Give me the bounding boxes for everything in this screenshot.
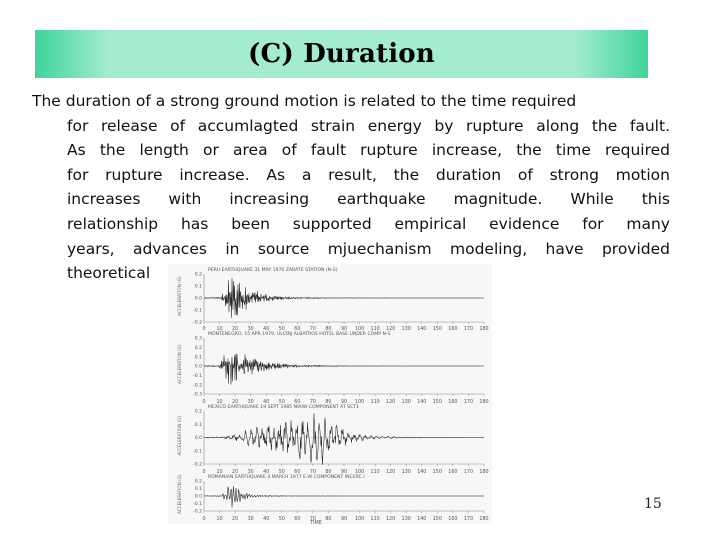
x-tick-label: 20 — [232, 327, 239, 332]
x-tick-label: 100 — [354, 470, 365, 475]
x-tick-label: 150 — [432, 470, 442, 475]
x-tick-label: 130 — [401, 470, 411, 475]
accelerogram-trace — [204, 354, 484, 385]
x-tick-label: 150 — [432, 517, 442, 522]
y-tick-label: -0.2 — [193, 383, 202, 389]
y-tick-label: -0.1 — [193, 502, 202, 508]
y-tick-label: 0.0 — [194, 494, 202, 500]
y-axis-label: ACCELERATION (G) — [177, 415, 182, 456]
x-tick-label: 60 — [294, 327, 301, 332]
y-tick-label: -0.1 — [193, 373, 202, 379]
x-tick-label: 140 — [417, 327, 427, 332]
y-tick-label: 0.1 — [194, 284, 202, 290]
x-tick-label: 170 — [463, 470, 474, 475]
x-tick-label: 10 — [216, 327, 223, 332]
y-tick-label: -0.2 — [193, 462, 202, 468]
panel-header: PERU EARTHQUAKE 31 MAY 1970 ZARATE STATION (N-S) — [208, 268, 338, 273]
y-tick-label: -0.3 — [193, 392, 202, 398]
y-tick-label: 0.2 — [194, 409, 202, 415]
x-tick-label: 140 — [417, 400, 427, 405]
y-tick-label: 0.3 — [194, 336, 202, 342]
x-tick-label: 110 — [370, 470, 380, 475]
body-line: for rupture increase. As a result, the duration of strong motion — [67, 165, 670, 184]
x-tick-label: 160 — [448, 327, 458, 332]
x-tick-label: 120 — [386, 470, 396, 475]
x-tick-label: 30 — [247, 327, 254, 332]
x-tick-label: 110 — [370, 400, 380, 405]
y-axis-label: ACCELERATION (G) — [177, 474, 182, 514]
x-tick-label: 0 — [202, 470, 206, 475]
body-line: The duration of a strong ground motion is related to the time required — [32, 92, 577, 110]
x-tick-label: 160 — [448, 517, 458, 522]
x-tick-label: 80 — [325, 327, 332, 332]
x-tick-label: 70 — [309, 327, 316, 332]
x-tick-label: 40 — [263, 470, 270, 475]
y-axis-label: ACCELERATION (G) — [177, 344, 182, 384]
body-line: years, advances in source mjuechanism modeling, have provided — [67, 239, 670, 258]
x-tick-label: 120 — [386, 400, 396, 405]
x-tick-label: 60 — [294, 517, 301, 522]
x-tick-label: 40 — [263, 517, 270, 522]
x-tick-label: 90 — [340, 327, 348, 332]
x-tick-label: 100 — [354, 517, 365, 522]
x-tick-label: 20 — [232, 400, 239, 405]
x-tick-label: 40 — [263, 400, 270, 405]
x-tick-label: 160 — [448, 400, 458, 405]
x-tick-label: 10 — [216, 400, 223, 405]
x-tick-label: 50 — [278, 470, 285, 475]
x-tick-label: 10 — [216, 517, 223, 522]
y-tick-label: 0.2 — [194, 479, 202, 485]
y-tick-label: 0.2 — [194, 345, 202, 351]
y-tick-label: 0.0 — [194, 436, 202, 442]
x-tick-label: 0 — [202, 327, 206, 332]
x-tick-label: 150 — [432, 400, 442, 405]
accelerogram-trace — [204, 278, 484, 318]
x-tick-label: 30 — [247, 400, 254, 405]
x-tick-label: 50 — [278, 400, 285, 405]
slide-title: (C) Duration — [248, 39, 435, 69]
x-tick-label: 130 — [401, 400, 411, 405]
x-tick-label: 80 — [325, 517, 332, 522]
panel-header: MONTENEGRO, 15 APR 1979, ULCINJ ALBATROS HOTEL BASE UNDER COMP N-S — [208, 332, 391, 337]
x-tick-label: 170 — [463, 517, 474, 522]
x-tick-label: 0 — [202, 400, 206, 405]
x-tick-label: 120 — [386, 327, 396, 332]
x-tick-label: 110 — [370, 327, 380, 332]
y-tick-label: 0.0 — [194, 296, 202, 302]
x-tick-label: 20 — [232, 517, 239, 522]
y-tick-label: -0.2 — [193, 320, 202, 326]
x-tick-label: 90 — [340, 517, 348, 522]
x-tick-label: 70 — [309, 400, 316, 405]
x-tick-label: 70 — [309, 470, 316, 475]
x-tick-label: 20 — [232, 470, 239, 475]
x-tick-label: 80 — [325, 470, 332, 475]
panel-header: MEXICO EARTHQUAKE 19 SEPT 1985 N90W COMPONENT AT SCT1 — [208, 405, 360, 410]
page-number: 15 — [644, 496, 662, 512]
y-tick-label: -0.1 — [193, 308, 202, 314]
x-tick-label: 130 — [401, 517, 411, 522]
x-tick-label: 110 — [370, 517, 380, 522]
x-tick-label: 0 — [202, 517, 206, 522]
x-tick-label: 130 — [401, 327, 411, 332]
y-axis-label: ACCELERATION (G) — [177, 276, 182, 316]
x-tick-label: 40 — [263, 327, 270, 332]
accelerogram-trace — [204, 486, 484, 507]
x-tick-label: 70 — [309, 517, 316, 522]
x-axis-label: TIME — [310, 521, 322, 524]
x-tick-label: 120 — [386, 517, 396, 522]
body-line: theoretical — [67, 264, 151, 283]
x-tick-label: 60 — [294, 400, 301, 405]
x-tick-label: 180 — [479, 517, 489, 522]
x-tick-label: 140 — [417, 517, 427, 522]
x-tick-label: 100 — [354, 400, 365, 405]
x-tick-label: 90 — [340, 400, 348, 405]
x-tick-label: 170 — [463, 400, 474, 405]
x-tick-label: 30 — [247, 470, 254, 475]
title-bar — [35, 30, 648, 78]
x-tick-label: 90 — [340, 470, 348, 475]
x-tick-label: 170 — [463, 327, 474, 332]
y-tick-label: 0.2 — [194, 272, 202, 278]
x-tick-label: 180 — [479, 400, 489, 405]
x-tick-label: 10 — [216, 470, 223, 475]
body-line: for release of accumlagted strain energy by rupture along the fault. — [67, 116, 670, 135]
x-tick-label: 100 — [354, 327, 365, 332]
x-tick-label: 180 — [479, 470, 489, 475]
y-tick-label: 0.1 — [194, 487, 202, 493]
body-line: increases with increasing earthquake magnitude. While this — [67, 190, 670, 209]
body-line: relationship has been supported empirical evidence for many — [67, 214, 670, 233]
accelerogram-figure — [168, 264, 492, 524]
x-tick-label: 30 — [247, 517, 254, 522]
body-line: As the length or area of fault rupture increase, the time required — [67, 141, 670, 160]
accelerogram-trace — [204, 413, 484, 465]
x-tick-label: 150 — [432, 327, 442, 332]
x-tick-label: 180 — [479, 327, 489, 332]
x-tick-label: 160 — [448, 470, 458, 475]
y-tick-label: 0.1 — [194, 355, 202, 361]
y-tick-label: 0.0 — [194, 364, 202, 370]
x-tick-label: 60 — [294, 470, 301, 475]
y-tick-label: -0.1 — [193, 449, 202, 455]
y-tick-label: 0.1 — [194, 422, 202, 428]
panel-header: ROMANIAN EARTHQUAKE 4 MARCH 1977 E-W COMPONENT INCERC I — [208, 475, 365, 480]
accelerogram-plot — [168, 264, 492, 524]
body-paragraph — [32, 89, 670, 286]
x-tick-label: 140 — [417, 470, 427, 475]
x-tick-label: 50 — [278, 327, 285, 332]
y-tick-label: -0.2 — [193, 509, 202, 515]
x-tick-label: 80 — [325, 400, 332, 405]
x-tick-label: 50 — [278, 517, 285, 522]
